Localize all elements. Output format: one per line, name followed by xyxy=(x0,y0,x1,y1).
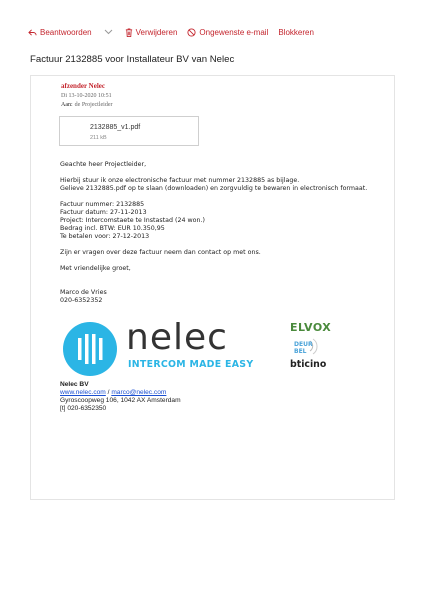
invoice-number: Factuur nummer: 2132885 xyxy=(60,201,145,208)
invoice-date: Factuur datum: 27-11-2013 xyxy=(60,209,147,216)
reply-button[interactable] xyxy=(28,28,92,37)
link-separator: / xyxy=(105,389,112,396)
body-questions: Zijn er vragen over deze factuur neem dan contact op met ons. xyxy=(60,249,261,256)
signature-logos xyxy=(62,317,392,381)
reply-label: Beantwoorden xyxy=(40,27,92,37)
company-address: Gyroscoopweg 106, 1042 AX Amsterdam xyxy=(60,397,181,404)
deurbel-line-2: BEL xyxy=(294,348,307,355)
email-subject: Factuur 2132885 voor Installateur BV van Nelec xyxy=(30,54,235,65)
delete-label: Verwijderen xyxy=(135,27,178,37)
block-label: Blokkeren xyxy=(278,27,314,37)
contact-links xyxy=(60,389,181,397)
body-line: Hierbij stuur ik onze electronische factuur met nummer 2132885 as bijlage. xyxy=(60,177,300,184)
block-button[interactable] xyxy=(278,28,314,37)
nelec-tagline: INTERCOM MADE EASY xyxy=(128,359,254,370)
invoice-project: Project: Intercomstaete te Instastad (24 won.) xyxy=(60,217,205,224)
reply-options-dropdown[interactable] xyxy=(104,29,113,35)
junk-button[interactable] xyxy=(187,28,268,37)
invoice-amount: Bedrag incl. BTW: EUR 10.350,95 xyxy=(60,225,165,232)
message-card xyxy=(30,75,395,500)
elvox-logo: ELVOX xyxy=(290,321,332,334)
body-line: Gelieve 2132885.pdf op te slaan (downloaden) en zorgvuldig te bewaren in electronisch formaat. xyxy=(60,185,368,192)
recipient-value: de Projectleider xyxy=(74,102,113,108)
company-phone: [t] 020-6352350 xyxy=(60,405,107,412)
chevron-down-icon xyxy=(104,29,113,35)
junk-label: Ongewenste e-mail xyxy=(199,27,269,37)
delete-button[interactable] xyxy=(125,28,178,37)
company-name: Nelec BV xyxy=(60,381,89,388)
attachment-name: 2132885_v1.pdf xyxy=(90,124,141,131)
recipient-label: Aan: xyxy=(61,102,73,108)
sender-name: afzender Nelec xyxy=(61,82,105,90)
signer-phone: 020-6352352 xyxy=(60,297,103,304)
attachment-size: 211 kB xyxy=(90,135,107,141)
reply-icon xyxy=(28,28,37,37)
bticino-logo: bticino xyxy=(290,359,327,370)
invoice-due: Te betalen voor: 27-12-2013 xyxy=(60,233,150,240)
blocked-icon xyxy=(187,28,196,37)
deurbel-text xyxy=(294,341,313,355)
message-body xyxy=(60,161,392,305)
toolbar xyxy=(28,22,324,42)
trash-icon xyxy=(125,28,133,37)
attachment-card[interactable] xyxy=(59,116,199,146)
deurbel-line-1: DEUR xyxy=(294,341,313,348)
recipient-line xyxy=(61,102,113,108)
sent-date: Di 13-10-2020 10:51 xyxy=(61,93,112,99)
body-closing: Met vriendelijke groet, xyxy=(60,265,131,272)
nelec-wordmark: nelec xyxy=(126,317,228,358)
body-greeting: Geachte heer Projectleider, xyxy=(60,161,147,168)
deurbel-logo xyxy=(292,337,322,357)
email-link[interactable]: marco@nelec.com xyxy=(111,389,167,396)
website-link[interactable]: www.nelec.com xyxy=(60,389,106,396)
nelec-logo-icon xyxy=(62,321,118,377)
signature-block xyxy=(60,381,181,413)
signer-name: Marco de Vries xyxy=(60,289,107,296)
